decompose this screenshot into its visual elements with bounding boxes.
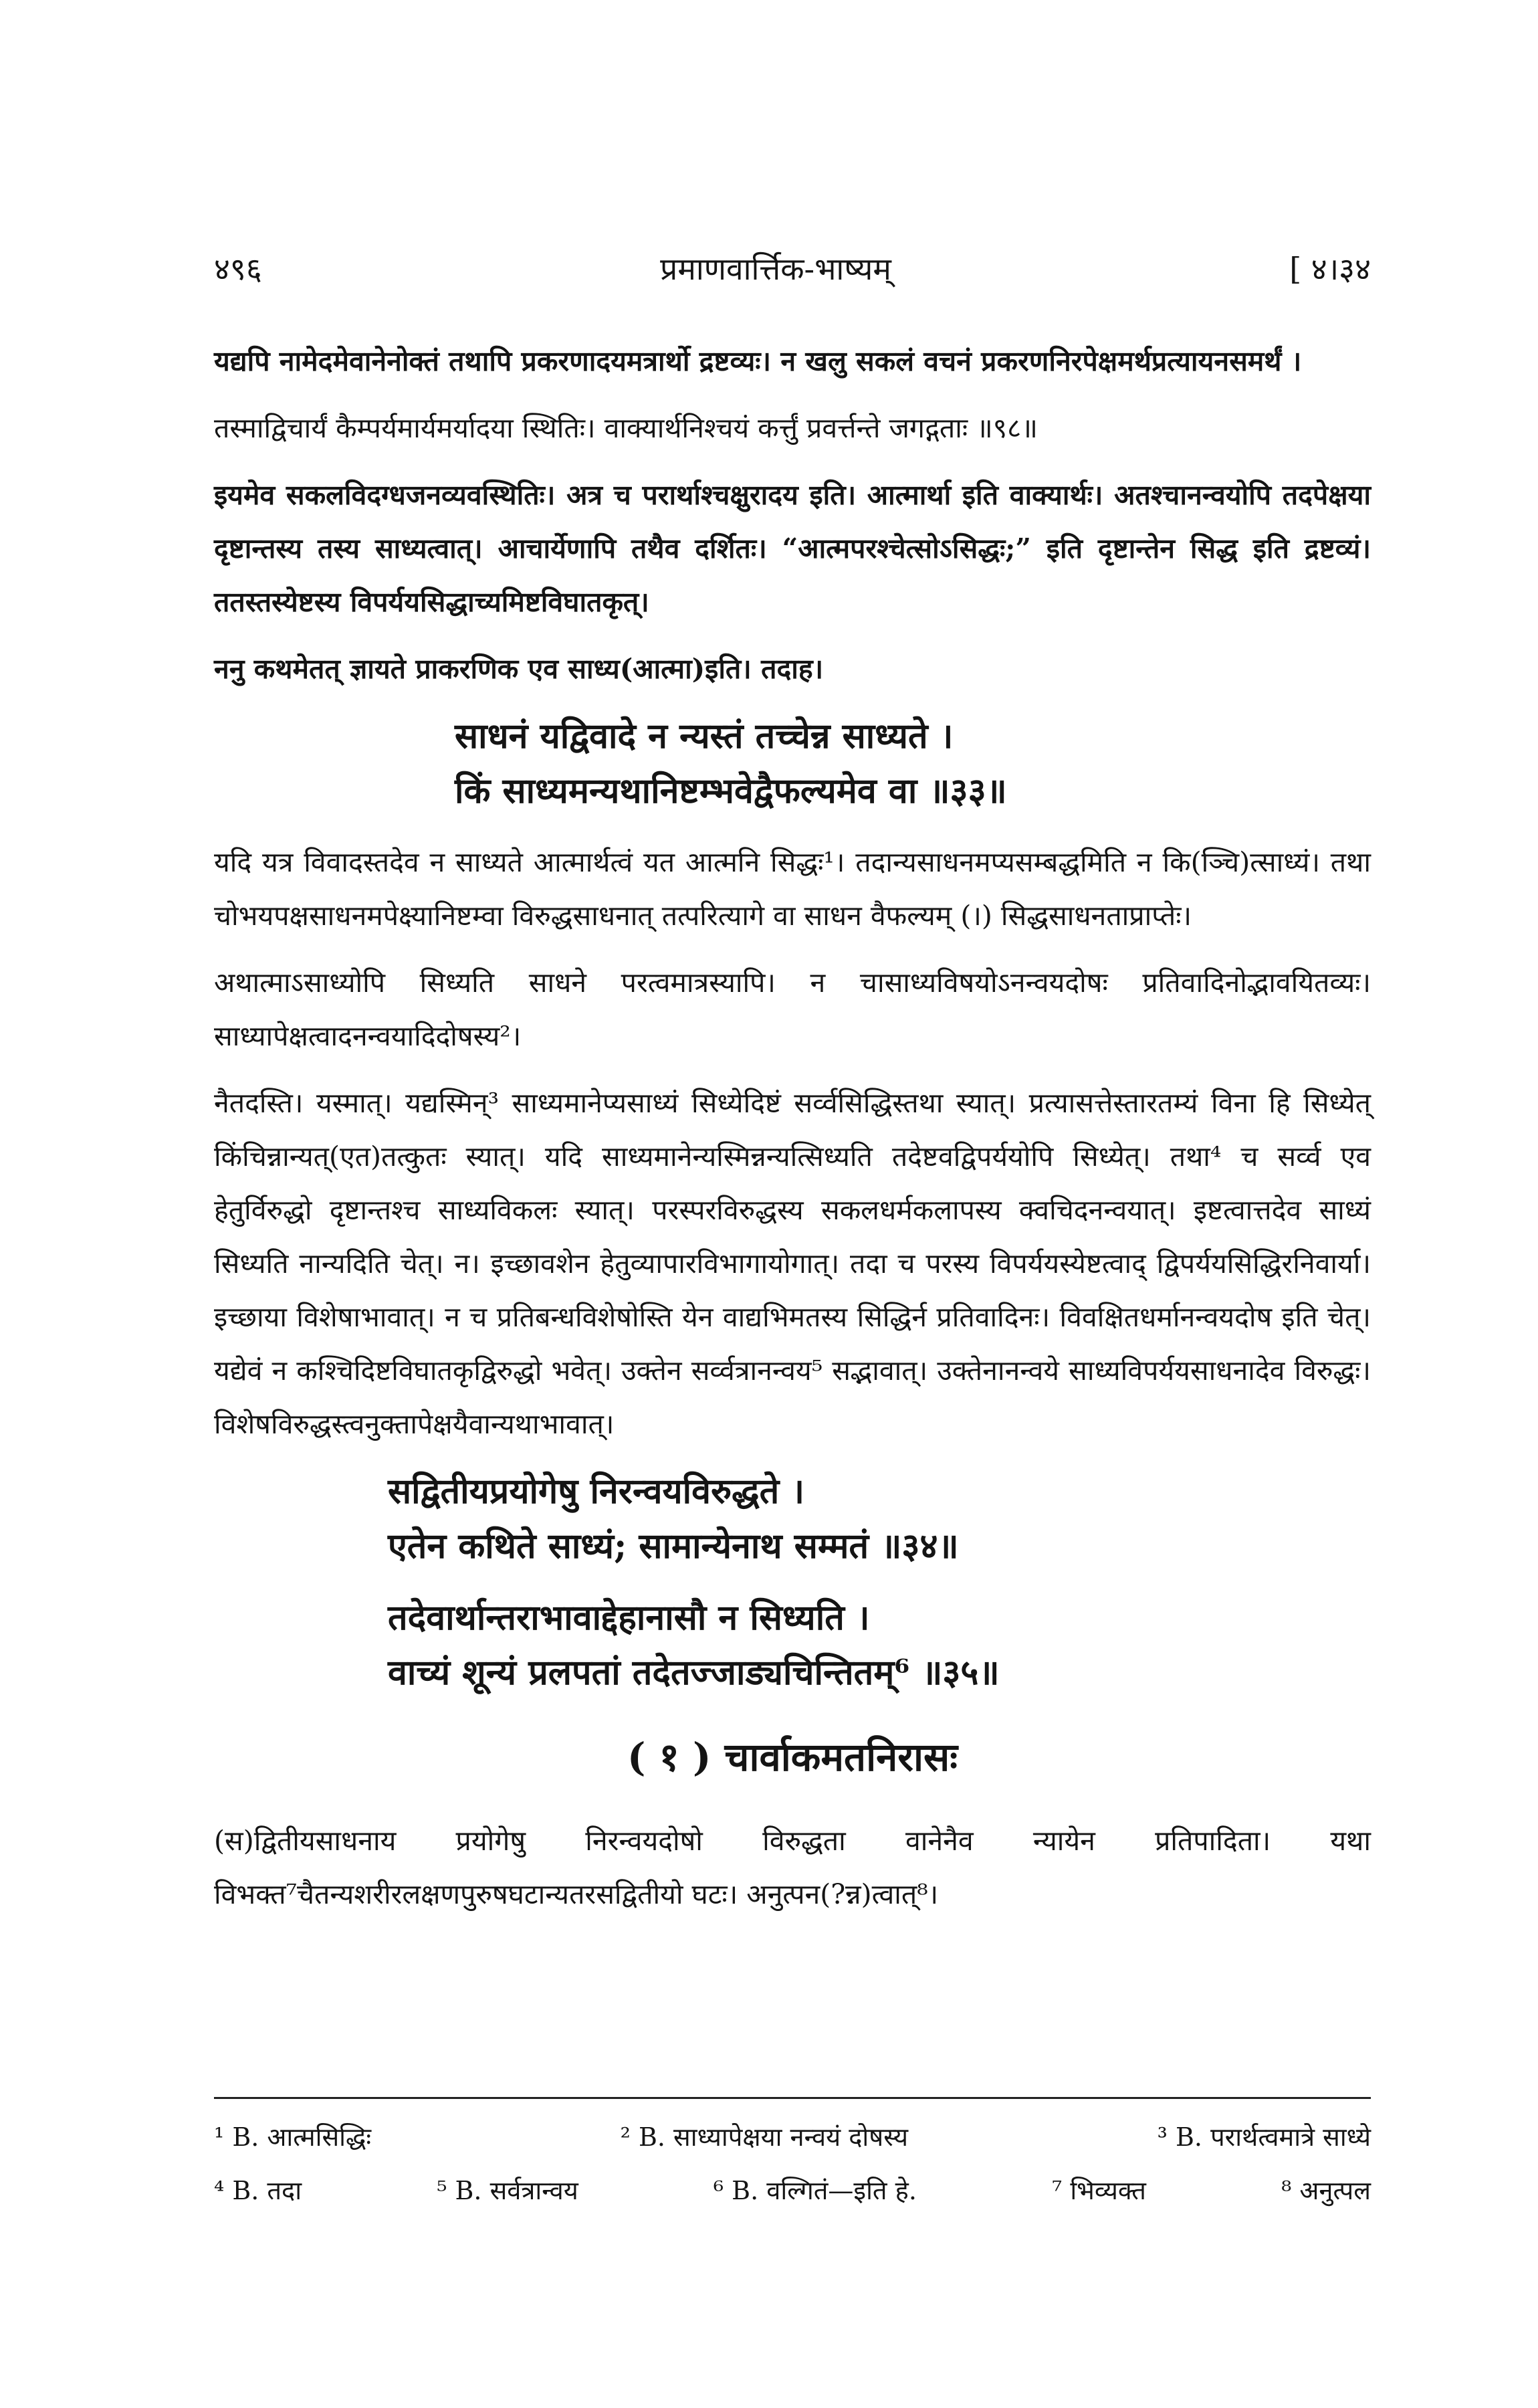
page-header <box>214 247 1371 301</box>
footnote: ³ B. परार्थत्वमात्रे साध्ये <box>1157 2122 1371 2152</box>
footnote: ⁸ अनुत्पल <box>1281 2176 1371 2205</box>
verse-line: सद्वितीयप्रयोगेषु निरन्वयविरुद्धते । <box>388 1471 805 1512</box>
verse-33 <box>455 709 1371 819</box>
verse-line: वाच्यं शून्यं प्रलपतां तदेतज्जाड्यचिन्तितम्⁶ ॥३५॥ <box>388 1652 1000 1693</box>
paragraph-6: अथात्माऽसाध्योपि सिध्यति साधने परत्वमात्रस्यापि। न चासाध्यविषयोऽनन्वयदोषः प्रतिवादिनोद्भावयितव्यः। साध्यापेक्षत्वादनन्वयादिदोषस्य²। <box>214 967 1371 1052</box>
paragraph-5: यदि यत्र विवादस्तदेव न साध्यते आत्मार्थत्वं यत आत्मनि सिद्धः¹। तदान्यसाधनमप्यसम्बद्धमिति न कि(ञ्चि)त्साध्यं। तथा चोभयपक्षसाधनमपेक्ष्यानिष्टम्वा विरुद्धसाधनात् तत्परित्यागे वा साधन वैफल्यम् (।) सिद्धसाधनताप्राप्तेः। <box>214 846 1371 932</box>
footnote: ⁵ B. सर्वत्रान्वय <box>437 2176 578 2205</box>
footnote-row-1 <box>214 2110 1371 2164</box>
main-text <box>214 334 1371 1934</box>
footnote: ⁶ B. वल्गितं—इति हे. <box>713 2176 917 2205</box>
verse-34 <box>388 1464 1371 1574</box>
verse-35 <box>388 1591 1371 1700</box>
page-number: ४९६ <box>214 251 262 287</box>
paragraph-7: नैतदस्ति। यस्मात्। यद्यस्मिन्³ साध्यमानेप्यसाध्यं सिध्येदिष्टं सर्व्वसिद्धिस्तथा स्यात्। प्रत्यासत्तेस्तारतम्यं विना हि सिध्येत् किंचिन्नान्यत्(एत)तत्कुतः स्यात्। यदि साध्यमानेन्यस्मिन्नन्यत्सिध्यति तदेष्टवद्विपर्ययोपि सिध्येत्। तथा⁴ च सर्व्व एव हेतुर्विरुद्धो दृष्टान्तश्च साध्यविकलः स्यात्। परस्परविरुद्धस्य सकलधर्मकलापस्य क्वचिदनन्वयात्। इष्टत्वात्तदेव साध्यं सिध्यति नान्यदिति चेत्। न। इच्छावशेन हेतुव्यापारविभागायोगात्। तदा च परस्य विपर्ययस्येष्टत्वाद् द्विपर्ययसिद्धिरनिवार्या। इच्छाया विशेषाभावात्। न च प्रतिबन्धविशेषोस्ति येन वाद्यभिमतस्य सिद्धिर्न प्रतिवादिनः। विवक्षितधर्मानन्वयदोष इति चेत्। यद्येवं न कश्चिदिष्टविघातकृद्विरुद्धो भवेत्। उक्तेन सर्व्वत्रानन्वय⁵ सद्भावात्। उक्तेनानन्वये साध्यविपर्ययसाधनादेव विरुद्धः। विशेषविरुद्धस्त्वनुक्तापेक्षयैवान्यथाभावात्। <box>214 1087 1371 1440</box>
verse-line: साधनं यद्विवादे न न्यस्तं तच्चेन्न साध्यते । <box>455 716 954 757</box>
section-reference: [ ४।३४ <box>1289 251 1371 287</box>
footnote: ¹ B. आत्मसिद्धिः <box>214 2122 372 2152</box>
verse-line: किं साध्यमन्यथानिष्टम्भवेद्वैफल्यमेव वा ॥३३॥ <box>455 771 1007 811</box>
paragraph-1: यद्यपि नामेदमेवानेनोक्तं तथापि प्रकरणादयमत्रार्थो द्रष्टव्यः। न खलु सकलं वचनं प्रकरणनिरपेक्षमर्थप्रत्यायनसमर्थं । <box>214 345 1302 377</box>
footnote: ⁷ भिव्यक्त <box>1052 2176 1146 2205</box>
footnote: ² B. साध्यापेक्षया नन्वयं दोषस्य <box>620 2122 909 2152</box>
paragraph-2: तस्माद्विचार्यं कैम्पर्यमार्यमर्यादया स्थितिः। वाक्यार्थनिश्चयं कर्त्तुं प्रवर्त्तन्ते जगद्गताः ॥९८॥ <box>214 412 1038 444</box>
verse-line: एतेन कथिते साध्यं; सामान्येनाथ सम्मतं ॥३४॥ <box>388 1526 959 1567</box>
running-title: प्रमाणवार्त्तिक-भाष्यम् <box>660 251 891 287</box>
footnote: ⁴ B. तदा <box>214 2176 302 2205</box>
paragraph-8: (स)द्वितीयसाधनाय प्रयोगेषु निरन्वयदोषो विरुद्धता वानेनैव न्यायेन प्रतिपादिता। यथा विभक्त⁷चैतन्यशरीरलक्षणपुरुषघटान्यतरसद्वितीयो घटः। अनुत्पन(?न्न)त्वात्⁸। <box>214 1825 1371 1910</box>
paragraph-3: इयमेव सकलविदग्धजनव्यवस्थितिः। अत्र च परार्थाश्चक्षुरादय इति। आत्मार्था इति वाक्यार्थः। अतश्चानन्वयोपि तदपेक्षया दृष्टान्तस्य तस्य साध्यत्वात्। आचार्येणापि तथैव दर्शितः। “आत्मपरश्चेत्सोऽसिद्धः;” इति दृष्टान्तेन सिद्ध इति द्रष्टव्यं। ततस्तस्येष्टस्य विपर्ययसिद्धाच्यमिष्टविघातकृत्। <box>214 479 1371 618</box>
footnote-row-2 <box>214 2164 1371 2217</box>
paragraph-4: ननु कथमेतत् ज्ञायते प्राकरणिक एव साध्य(आत्मा)इति। तदाह। <box>214 653 824 685</box>
footnotes <box>214 2110 1371 2217</box>
footnote-divider <box>214 2097 1371 2099</box>
verse-line: तदेवार्थान्तराभावाद्देहानासौ न सिध्यति । <box>388 1597 870 1638</box>
section-heading: ( १ ) चार्वाकमतनिरासः <box>627 1734 958 1780</box>
